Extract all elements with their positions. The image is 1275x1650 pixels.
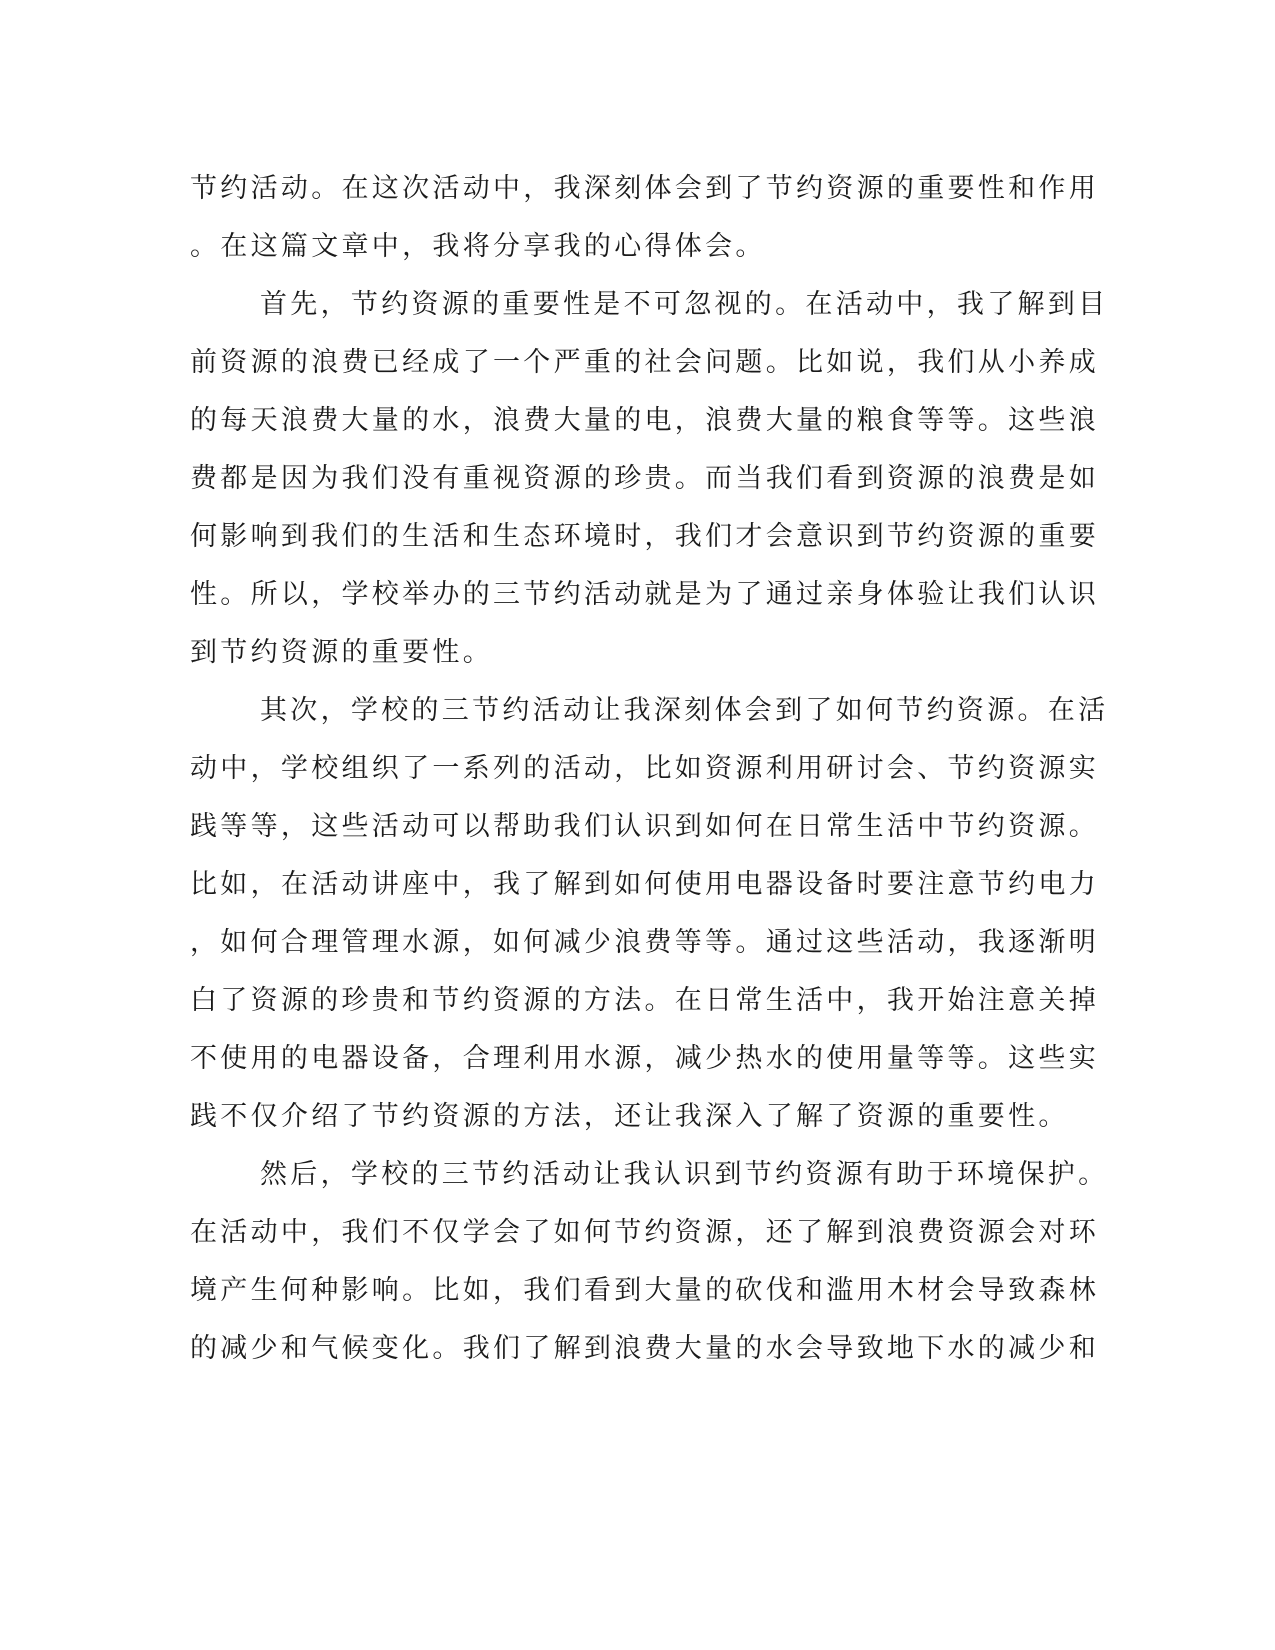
text-line: 的每天浪费大量的水，浪费大量的电，浪费大量的粮食等等。这些浪	[190, 405, 1099, 436]
text-line: 到节约资源的重要性。	[190, 637, 493, 668]
paragraph-start-line: 然后，学校的三节约活动让我认识到节约资源有助于环境保护。	[260, 1159, 1109, 1190]
paragraph-start-line: 首先，节约资源的重要性是不可忽视的。在活动中，我了解到目	[260, 289, 1109, 320]
text-line: 践等等，这些活动可以帮助我们认识到如何在日常生活中节约资源。	[190, 811, 1099, 842]
text-line: 性。所以，学校举办的三节约活动就是为了通过亲身体验让我们认识	[190, 579, 1099, 610]
text-line: 。在这篇文章中，我将分享我的心得体会。	[190, 231, 766, 262]
text-line: 白了资源的珍贵和节约资源的方法。在日常生活中，我开始注意关掉	[190, 985, 1099, 1016]
text-line: 境产生何种影响。比如，我们看到大量的砍伐和滥用木材会导致森林	[190, 1275, 1099, 1306]
body-text	[190, 160, 1109, 1378]
paragraph-start-line: 其次，学校的三节约活动让我深刻体会到了如何节约资源。在活	[260, 695, 1109, 726]
text-line: 动中，学校组织了一系列的活动，比如资源利用研讨会、节约资源实	[190, 753, 1099, 784]
text-line: 践不仅介绍了节约资源的方法，还让我深入了解了资源的重要性。	[190, 1101, 1069, 1132]
text-line: ，如何合理管理水源，如何减少浪费等等。通过这些活动，我逐渐明	[190, 927, 1099, 958]
text-line: 何影响到我们的生活和生态环境时，我们才会意识到节约资源的重要	[190, 521, 1099, 552]
text-line: 不使用的电器设备，合理利用水源，减少热水的使用量等等。这些实	[190, 1043, 1099, 1074]
text-line: 的减少和气候变化。我们了解到浪费大量的水会导致地下水的减少和	[190, 1333, 1099, 1364]
text-line: 在活动中，我们不仅学会了如何节约资源，还了解到浪费资源会对环	[190, 1217, 1099, 1248]
text-line: 比如，在活动讲座中，我了解到如何使用电器设备时要注意节约电力	[190, 869, 1099, 900]
text-line: 费都是因为我们没有重视资源的珍贵。而当我们看到资源的浪费是如	[190, 463, 1099, 494]
text-line: 节约活动。在这次活动中，我深刻体会到了节约资源的重要性和作用	[190, 173, 1099, 204]
text-line: 前资源的浪费已经成了一个严重的社会问题。比如说，我们从小养成	[190, 347, 1099, 378]
